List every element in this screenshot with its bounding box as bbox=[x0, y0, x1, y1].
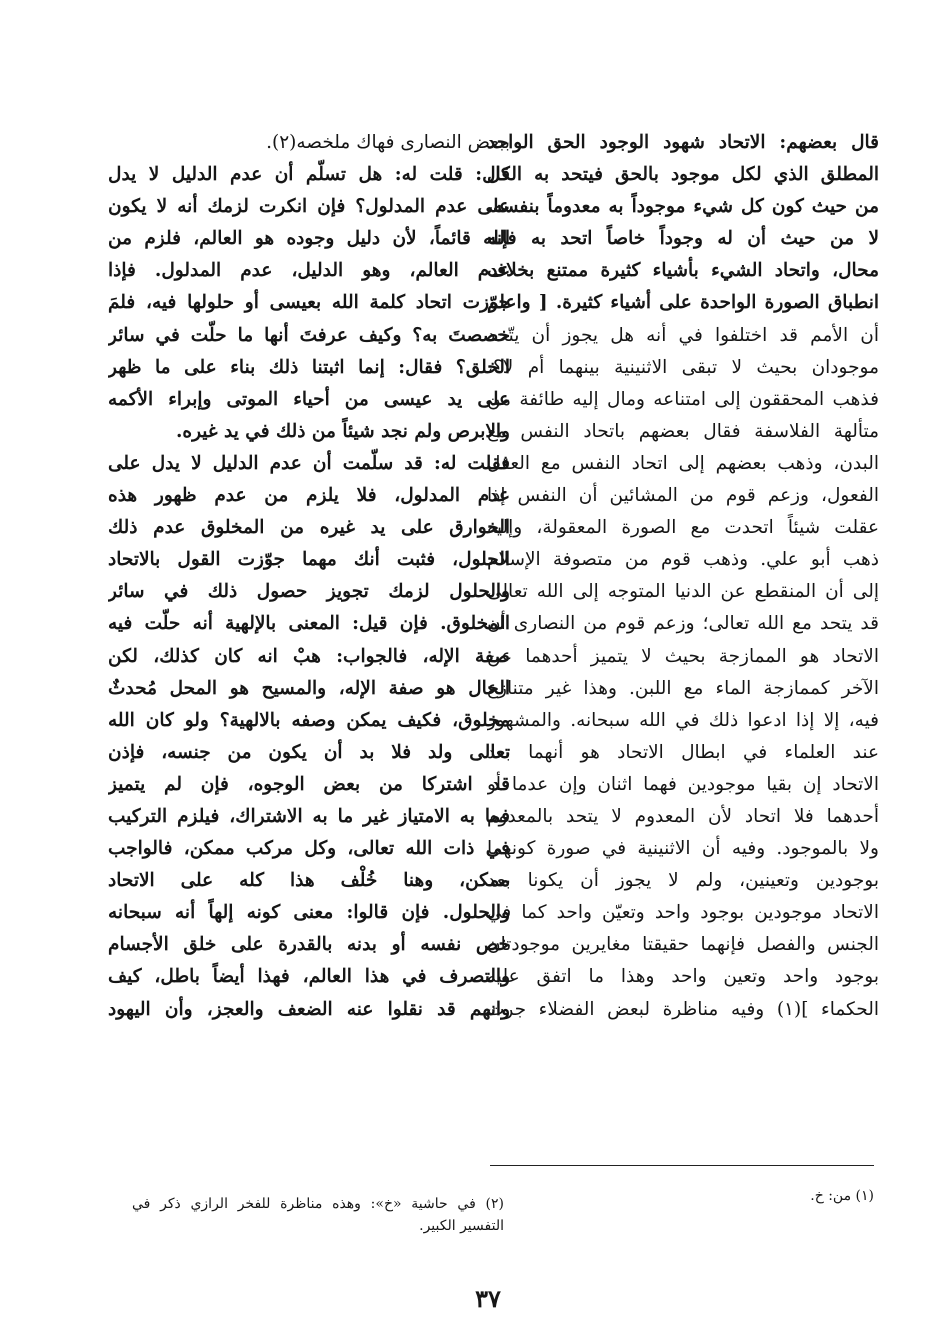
text-line: والحلول. فإن قالوا: معنى كونه إلهاً أنه سبحانه bbox=[108, 902, 510, 924]
text-line: انطباق الصورة الواحدة على أشياء كثيرة. [ واعلم bbox=[487, 292, 879, 314]
text-line: الفعول، وزعم قوم من المشائين أن النفس إذا bbox=[487, 485, 879, 507]
text-line: الحكماء ](١) وفيه مناظرة لبعض الفضلاء جرت bbox=[487, 998, 879, 1020]
text-line: من حيث كون كل شيء موجوداً به معدوماً بنفسه، bbox=[487, 196, 879, 218]
text-line: إلى أن المنقطع عن الدنيا المتوجه إلى الله تعالى bbox=[487, 581, 879, 603]
text-line: فيه، إلا إذا ادعوا ذلك في الله سبحانه. والمشهور bbox=[487, 709, 879, 731]
text-line: أحدهما فلا اتحاد لأن المعدوم لا يتحد بالمعدوم bbox=[487, 805, 879, 827]
text-line: عند العلماء في ابطال الاتحاد هو أنهما بعد bbox=[487, 741, 879, 763]
text-line: والتصرف في هذا العالم، فهذا أيضاً باطل، كيف bbox=[108, 966, 510, 988]
left-text-column bbox=[108, 127, 510, 1026]
text-line: ممكن، وهنا خُلْف هذا كله على الاتحاد bbox=[108, 870, 510, 892]
text-line: ولا بالموجود. وفيه أن الاثنينية في صورة كونهما bbox=[487, 838, 879, 860]
footnote-2-line-1: (٢) في حاشية «خ»: وهذه مناظرة للفخر الرازي ذكر في bbox=[132, 1196, 504, 1212]
text-line: الاتحاد هو الممازجة بحيث لا يتميز أحدهما عن bbox=[487, 645, 879, 667]
text-line: قال بعضهم: الاتحاد شهود الوجود الحق الواحد bbox=[487, 132, 879, 153]
text-line: الاتحاد إن بقيا موجودين فهما اثنان وإن عدما أو bbox=[487, 773, 879, 795]
text-line: الاتحاد موجودين بوجود واحد وتعيّن واحد كما في bbox=[487, 902, 879, 924]
text-line: بوجود واحد وتعين واحد وهذا ما اتفق عليه bbox=[487, 966, 879, 988]
text-line: محال، واتحاد الشيء بأشياء كثيرة ممتنع بخلاف bbox=[487, 260, 879, 282]
text-line: المطلق الذي لكل موجود بالحق فيتحد به الكل bbox=[487, 164, 879, 186]
text-line: وانهم قد نقلوا عنه الضعف والعجز، وأن اليهود bbox=[108, 998, 510, 1020]
text-line: جوّزت اتحاد كلمة الله بعيسى أو حلولها فيه، فلمَ bbox=[108, 292, 510, 314]
text-line: الخوارق على يد غيره من المخلوق عدم ذلك bbox=[108, 517, 510, 539]
text-line: الله قائماً، لأن دليل وجوده هو العالم، فلزم من bbox=[108, 228, 510, 250]
text-line: عقلت شيئاً اتحدت مع الصورة المعقولة، وإليه bbox=[487, 517, 879, 539]
text-line: على يد عيسى من أحياء الموتى وإبراء الأكمه bbox=[108, 388, 510, 410]
text-line: والابرص ولم نجد شيئاً من ذلك في يد غيره. bbox=[175, 420, 510, 442]
text-line: المخلوق. فإن قيل: المعنى بالإلهية أنه حلّت فيه bbox=[108, 613, 510, 635]
text-line: خص نفسه أو بدنه بالقدرة على خلق الأجسام bbox=[108, 934, 510, 956]
text-line: أن الأمم قد اختلفوا في أنه هل يجوز أن يتّحد bbox=[487, 324, 879, 346]
text-line: صفة الإله، فالجواب: هبْ انه كان كذلك، لكن bbox=[108, 645, 510, 667]
text-line: فما به الامتياز غير ما به الاشتراك، فيلزم التركيب bbox=[108, 805, 510, 827]
text-line: الحال هو صفة الإله، والمسيح هو المحل مُحدثٌ bbox=[108, 677, 510, 699]
text-line: في ذات الله تعالى، وكل مركب ممكن، فالواجب bbox=[108, 838, 510, 860]
text-line: لا من حيث أن له وجوداً خاصاً اتحد به فإنه bbox=[487, 228, 879, 250]
text-line: متألهة الفلاسفة فقال بعضهم باتحاد النفس مع bbox=[487, 420, 879, 442]
text-line: ببعض النصارى فهاك ملخصه(٢). bbox=[266, 132, 510, 153]
text-line: موجودان بحيث لا تبقى الاثنينية بينهما أم لا؟، bbox=[487, 356, 879, 378]
footnote-2 bbox=[132, 1193, 504, 1237]
text-line: الآخر كممازجة الماء مع اللبن. وهذا غير متنازع bbox=[487, 677, 879, 699]
footnote-1: (١) من: خ. bbox=[810, 1188, 874, 1204]
text-line: البدن، وذهب بعضهم إلى اتحاد النفس مع العقل bbox=[487, 452, 879, 474]
page-number: ٣٧ bbox=[475, 1284, 501, 1313]
text-line: قال: قلت له: هل تسلّم أن عدم الدليل لا يدل bbox=[108, 164, 510, 186]
text-line: الجنس والفصل فإنهما حقيقتا مغايرين موجودتان bbox=[487, 934, 879, 956]
text-line: فذهب المحققون إلى امتناعه ومال إليه طائفة من bbox=[487, 388, 879, 410]
text-line: الحلول، فثبت أنك مهما جوّزت القول بالاتحاد bbox=[108, 549, 510, 571]
text-line: قد يتحد مع الله تعالى؛ وزعم قوم من النصارى أن bbox=[487, 613, 879, 635]
text-line: والحلول لزمك تجويز حصول ذلك في سائر bbox=[108, 581, 510, 603]
text-line: فقلت له: قد سلّمت أن عدم الدليل لا يدل على bbox=[108, 452, 510, 474]
text-line: بوجودين وتعينين، ولم لا يجوز أن يكونا بعد bbox=[487, 870, 879, 892]
text-line: تعالى ولد فلا بد أن يكون من جنسه، فإذن bbox=[108, 741, 510, 763]
text-line: مخلوق، فكيف يمكن وصفه بالالهية؟ ولو كان الله bbox=[108, 709, 510, 731]
text-line: قد اشتركا من بعض الوجوه، فإن لم يتميز bbox=[108, 773, 510, 795]
text-line: على عدم المدلول؟ فإن انكرت لزمك أنه لا يكون bbox=[108, 196, 510, 218]
text-line: الخلق؟ فقال: إنما اثبتنا ذلك بناء على ما ظهر bbox=[108, 356, 510, 378]
text-line: خصصتَ به؟ وكيف عرفتَ أنها ما حلّت في سائر bbox=[108, 324, 510, 346]
footnote-separator bbox=[490, 1165, 874, 1166]
text-line: عدم العالم، وهو الدليل، عدم المدلول. فإذا bbox=[108, 260, 510, 282]
text-line: عدم المدلول، فلا يلزم من عدم ظهور هذه bbox=[108, 485, 510, 507]
text-line: ذهب أبو علي. وذهب قوم من متصوفة الإسلام bbox=[487, 549, 879, 571]
footnote-2-line-2: التفسير الكبير. bbox=[419, 1218, 504, 1234]
right-text-column bbox=[487, 127, 879, 1026]
